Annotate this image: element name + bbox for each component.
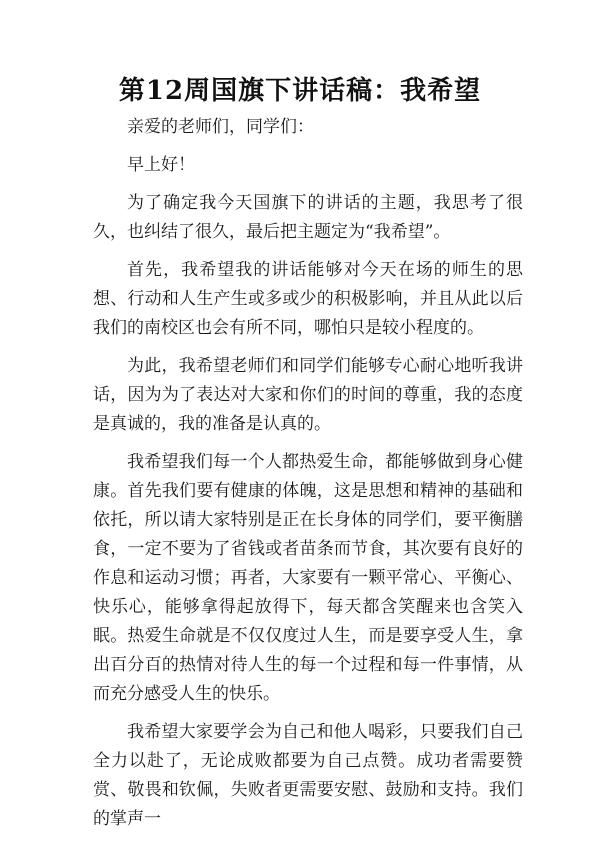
good-morning-paragraph: 早上好！: [127, 155, 195, 175]
cheer-paragraph: 我希望大家要学会为自己和他人喝彩，只要我们自己全力以赴了，无论成败都要为自己点赞。成功者需要赞赏、敬畏和钦佩，失败者更需要安慰、鼓励和支持。我们的掌声一: [93, 722, 523, 829]
document-body: [93, 113, 523, 834]
greeting-paragraph: 亲爱的老师们，同学们：: [127, 117, 314, 137]
listening-paragraph: 为此，我希望老师们和同学们能够专心耐心地听我讲话，因为为了表达对大家和你们的时间的尊重，我的态度是真诚的，我的准备是认真的。: [93, 356, 523, 434]
document-title: 第12周国旗下讲话稿：我希望: [118, 76, 482, 106]
first-hope-paragraph: 首先，我希望我的讲话能够对今天在场的师生的思想、行动和人生产生或多或少的积极影响，并且从此以后我们的南校区也会有所不同，哪怕只是较小程度的。: [93, 260, 523, 338]
health-paragraph: 我希望我们每一个人都热爱生命，都能够做到身心健康。首先我们要有健康的体魄，这是思想和精神的基础和依托，所以请大家特别是正在长身体的同学们，要平衡膳食，一定不要为了省钱或者苗条而节食，其次要有良好的作息和运动习惯；再者，大家要有一颗平常心、平衡心、快乐心，能够拿得起放得下，每天都含笑醒来也含笑入眠。热爱生命就是不仅仅度过人生，而是要享受人生，拿出百分百的热情对待人生的每一个过程和每一件事情，从而充分感受人生的快乐。: [93, 452, 523, 704]
topic-paragraph: 为了确定我今天国旗下的讲话的主题，我思考了很久，也纠结了很久，最后把主题定为“我希望”。: [93, 193, 523, 242]
